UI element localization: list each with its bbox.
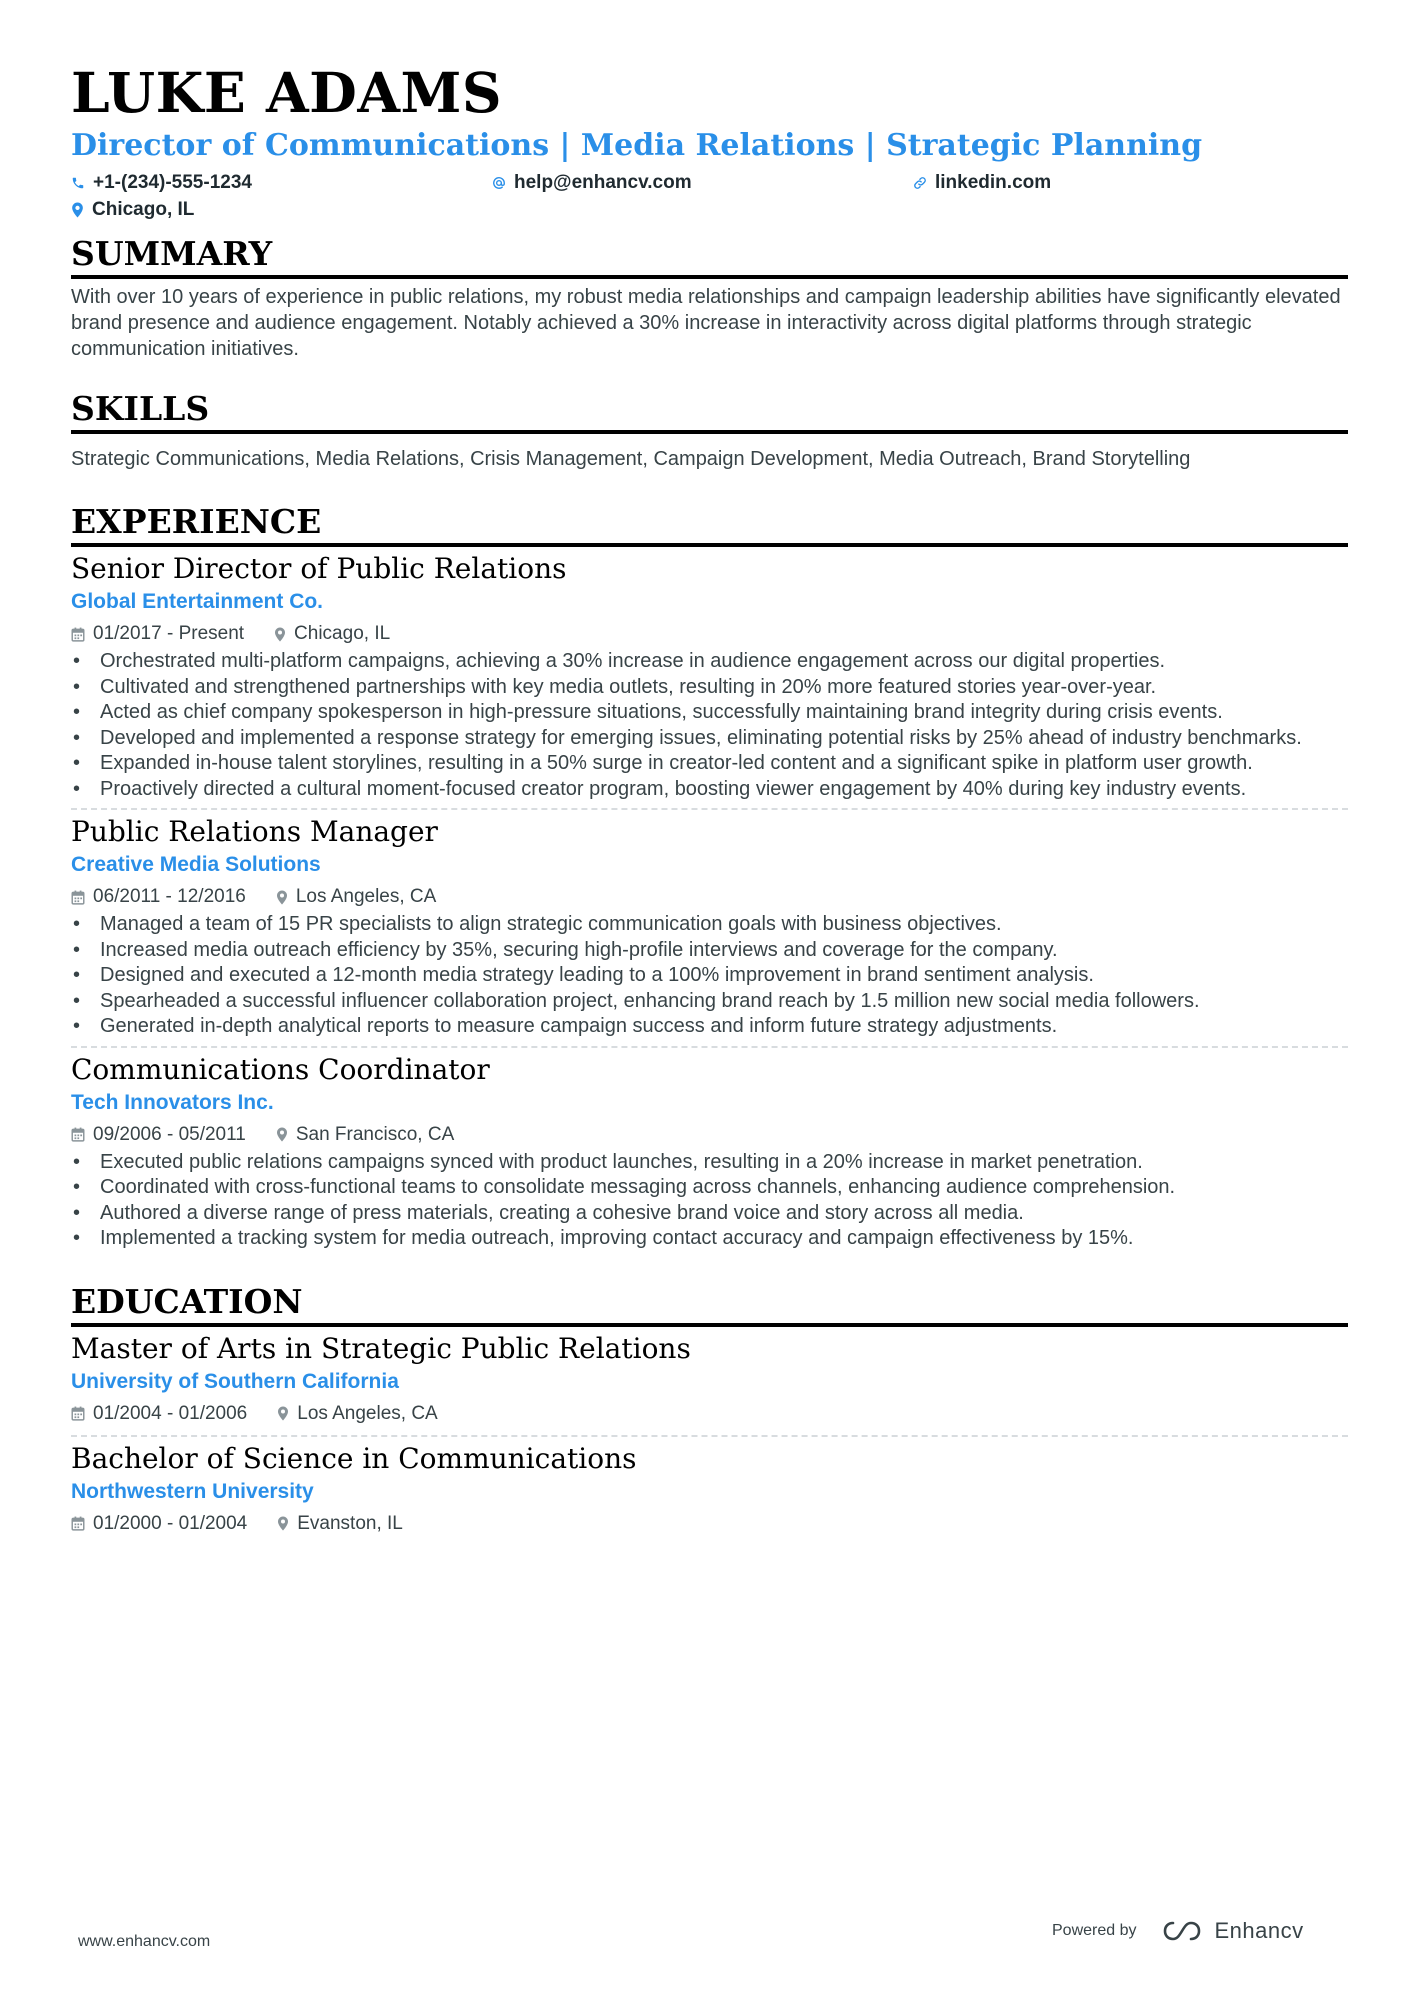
- job-role: Senior Director of Public Relations: [71, 552, 567, 585]
- experience-item: [71, 1052, 1348, 1252]
- summary-text: With over 10 years of experience in public relations, my robust media relationships and campaign leadership abilities have significantly elevated brand presence and audience engagement. Notably achieved a 30% increase in interactivity across digital platforms through strategic communication initiatives.: [71, 286, 1341, 360]
- job-role: Communications Coordinator: [71, 1052, 490, 1086]
- education-location: Evanston, IL: [297, 1512, 403, 1534]
- candidate-name: LUKE ADAMS: [71, 60, 503, 125]
- location-pin-icon: [274, 627, 286, 642]
- job-bullet: • Designed and executed a 12-month media strategy leading to a 100% improvement in brand sentiment analysis.: [71, 963, 1348, 989]
- item-divider: [71, 1046, 1348, 1048]
- linkedin-contact[interactable]: [913, 170, 1051, 196]
- job-meta: [71, 882, 1348, 912]
- calendar-icon: [71, 1516, 85, 1531]
- calendar-icon: [71, 1406, 85, 1421]
- job-bullet: • Executed public relations campaigns synced with product launches, resulting in a 20% increase in market penetration.: [71, 1150, 1348, 1176]
- job-company: Global Entertainment Co.: [71, 590, 324, 613]
- phone-icon: [71, 176, 85, 190]
- job-meta: [71, 1120, 1348, 1150]
- location-pin-icon: [277, 1516, 289, 1531]
- job-bullet: • Increased media outreach efficiency by 35%, securing high-profile interviews and coverage for the company.: [71, 938, 1348, 964]
- education-section: [71, 1282, 1348, 1539]
- summary-section: [71, 234, 1348, 362]
- job-bullet: • Coordinated with cross-functional teams to consolidate messaging across channels, enhancing audience comprehension.: [71, 1175, 1348, 1201]
- skills-heading: SKILLS: [71, 389, 1348, 434]
- job-location: Los Angeles, CA: [295, 886, 437, 907]
- enhancv-brand-text: Enhancv: [1214, 1918, 1304, 1943]
- skills-text: Strategic Communications, Media Relations, Crisis Management, Campaign Development, Media Outreach, Brand Storytelling: [71, 448, 1191, 470]
- phone-contact[interactable]: [71, 170, 252, 196]
- job-bullet: • Cultivated and strengthened partnerships with key media outlets, resulting in 20% more featured stories year-over-year.: [71, 675, 1348, 701]
- job-bullet: • Managed a team of 15 PR specialists to align strategic communication goals with business objectives.: [71, 912, 1348, 938]
- location-text: Chicago, IL: [92, 199, 195, 220]
- link-icon: [913, 176, 927, 190]
- skills-section: [71, 389, 1348, 472]
- job-bullet: • Spearheaded a successful influencer collaboration project, enhancing brand reach by 1.5 million new social media followers.: [71, 989, 1348, 1015]
- item-divider: [71, 808, 1348, 810]
- location-pin-icon: [276, 1127, 288, 1142]
- experience-heading: EXPERIENCE: [71, 502, 1348, 547]
- job-dates: 09/2006 - 05/2011: [93, 1123, 246, 1145]
- education-item: [71, 1331, 1348, 1437]
- education-location: Los Angeles, CA: [297, 1402, 438, 1424]
- job-bullet: • Developed and implemented a response strategy for emerging issues, eliminating potential risks by 25% ahead of industry benchmarks.: [71, 726, 1348, 752]
- education-meta: [71, 1399, 1348, 1429]
- item-divider: [71, 1435, 1348, 1437]
- linkedin-text: linkedin.com: [935, 172, 1052, 193]
- job-company: Tech Innovators Inc.: [71, 1090, 274, 1114]
- at-icon: [492, 176, 506, 190]
- job-role: Public Relations Manager: [71, 815, 438, 848]
- job-bullet: • Orchestrated multi-platform campaigns, achieving a 30% increase in audience engagement across our digital properties.: [71, 649, 1348, 675]
- job-bullet: • Generated in-depth analytical reports to measure campaign success and inform future strategy adjustments.: [71, 1014, 1348, 1040]
- resume-page: [71, 60, 1348, 1539]
- job-company: Creative Media Solutions: [71, 853, 321, 876]
- job-bullet: • Proactively directed a cultural moment-focused creator program, boosting viewer engagement by 40% during key industry events.: [71, 777, 1348, 803]
- education-dates: 01/2000 - 01/2004: [93, 1512, 248, 1534]
- degree-title: Bachelor of Science in Communications: [71, 1441, 637, 1475]
- experience-item: [71, 551, 1348, 810]
- location-pin-icon: [71, 202, 84, 218]
- school-name: University of Southern California: [71, 1369, 399, 1393]
- job-bullet: • Authored a diverse range of press materials, creating a cohesive brand voice and story across all media.: [71, 1201, 1348, 1227]
- job-bullet: • Implemented a tracking system for media outreach, improving contact accuracy and campaign effectiveness by 15%.: [71, 1226, 1348, 1252]
- enhancv-logo-icon: [1161, 1919, 1207, 1943]
- candidate-title: Director of Communications | Media Relations | Strategic Planning: [71, 128, 1203, 163]
- location-pin-icon: [277, 1406, 289, 1421]
- job-bullet: • Acted as chief company spokesperson in high-pressure situations, successfully maintaining brand integrity during crisis events.: [71, 700, 1348, 726]
- powered-by-label: Powered by: [1052, 1922, 1137, 1939]
- job-bullet: • Expanded in-house talent storylines, resulting in a 50% surge in creator-led content and a significant spike in platform user growth.: [71, 751, 1348, 777]
- school-name: Northwestern University: [71, 1479, 314, 1503]
- email-text: help@enhancv.com: [514, 172, 692, 193]
- job-dates: 01/2017 - Present: [93, 623, 245, 644]
- education-meta: [71, 1509, 1348, 1539]
- footer-branding: [1052, 1918, 1304, 1944]
- education-item: [71, 1441, 1348, 1539]
- contact-info: [71, 170, 1348, 226]
- location-contact: [71, 197, 194, 223]
- phone-text: +1-(234)-555-1234: [93, 172, 252, 193]
- calendar-icon: [71, 1127, 85, 1142]
- experience-section: [71, 502, 1348, 1252]
- job-bullets: [71, 649, 1348, 802]
- degree-title: Master of Arts in Strategic Public Relations: [71, 1331, 691, 1365]
- education-dates: 01/2004 - 01/2006: [93, 1402, 248, 1424]
- job-meta: [71, 619, 1348, 649]
- job-bullets: [71, 912, 1348, 1040]
- calendar-icon: [71, 890, 85, 905]
- job-location: San Francisco, CA: [295, 1123, 455, 1145]
- education-heading: EDUCATION: [71, 1282, 1348, 1327]
- footer-website[interactable]: www.enhancv.com: [78, 1933, 211, 1950]
- calendar-icon: [71, 627, 85, 642]
- job-location: Chicago, IL: [294, 623, 391, 644]
- job-bullets: [71, 1150, 1348, 1252]
- email-contact[interactable]: [492, 170, 692, 196]
- job-dates: 06/2011 - 12/2016: [93, 886, 246, 907]
- location-pin-icon: [276, 890, 288, 905]
- header: [71, 60, 1348, 226]
- summary-heading: SUMMARY: [71, 234, 1348, 279]
- experience-item: [71, 814, 1348, 1048]
